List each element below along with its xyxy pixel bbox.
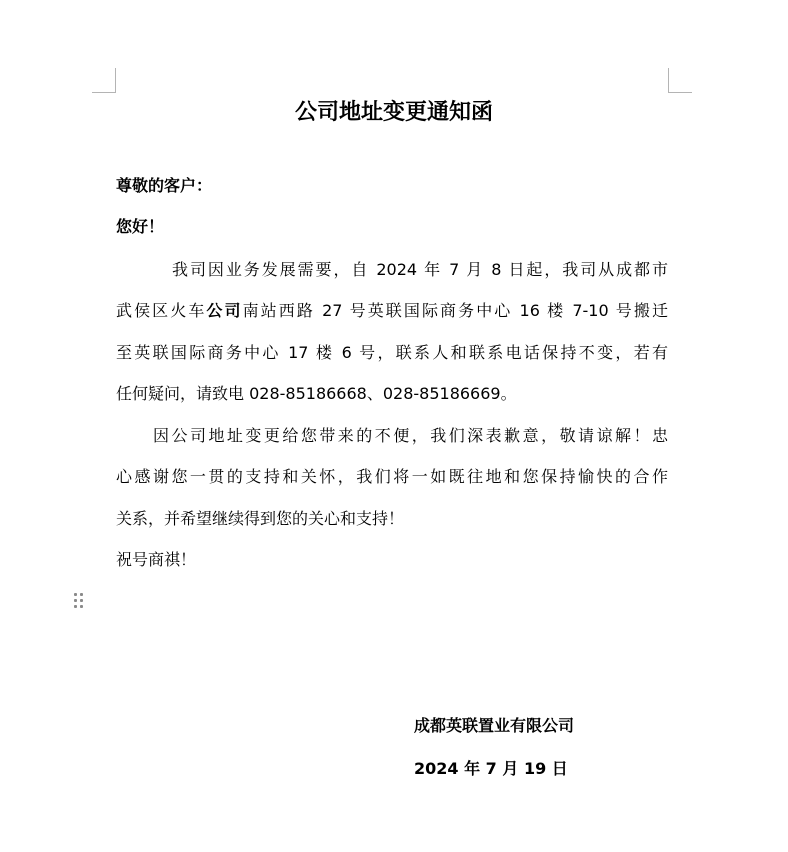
line-2-rest: 南站西路 27 号英联国际商务中心 16 楼 7-10 号搬迁 [242,301,668,320]
paragraph-2-line-2: 心感谢您一贯的支持和关怀，我们将一如既往地和您保持愉快的合作 [116,467,668,486]
signature-company: 成都英联置业有限公司 [414,716,575,735]
salutation: 尊敬的客户： [116,176,213,195]
corner-mark-vertical [115,68,116,92]
closing-line: 祝号商祺！ [116,550,197,569]
corner-mark-vertical [668,68,669,92]
paragraph-2-line-1: 因公司地址变更给您带来的不便，我们深表歉意，敬请谅解！忠 [153,426,668,445]
line-2-prefix: 武侯区火车 [116,301,207,320]
paragraph-1-line-4: 任何疑问，请致电 028-85186668、028-85186669。 [116,384,517,403]
paragraph-2-line-3: 关系，并希望继续得到您的关心和支持！ [116,509,405,528]
line-2-bold-text: 公司 [206,301,243,320]
paragraph-1-line-2 [116,299,668,323]
corner-mark-horizontal [92,92,116,93]
signature-date: 2024 年 7 月 19 日 [414,759,568,778]
paragraph-1-line-3: 至英联国际商务中心 17 楼 6 号，联系人和联系电话保持不变，若有 [116,343,668,362]
corner-mark-horizontal [668,92,692,93]
document-title: 公司地址变更通知函 [294,99,493,125]
drag-handle-icon[interactable] [74,593,84,609]
paragraph-1-line-1: 我司因业务发展需要，自 2024 年 7 月 8 日起，我司从成都市 [172,260,668,279]
greeting: 您好！ [116,217,165,236]
